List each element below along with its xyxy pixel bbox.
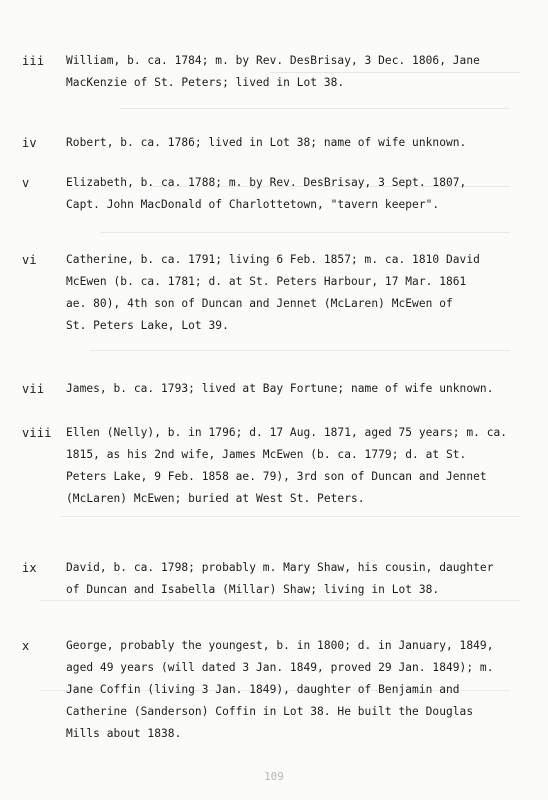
bleed-through-mark: [120, 108, 510, 119]
entry-line: of Duncan and Isabella (Millar) Shaw; living in Lot 38.: [66, 583, 440, 596]
entry-text: [66, 50, 536, 94]
entry-numeral: ix: [22, 561, 37, 575]
bleed-through-mark: [40, 600, 520, 611]
entry-line: George, probably the youngest, b. in 1800; d. in January, 1849,: [66, 639, 494, 652]
entry-line: Capt. John MacDonald of Charlottetown, "tavern keeper".: [66, 198, 440, 211]
entry-numeral: iii: [22, 54, 45, 68]
entry-text: [66, 378, 536, 400]
entry-line: Elizabeth, b. ca. 1788; m. by Rev. DesBrisay, 3 Sept. 1807,: [66, 176, 467, 189]
entry-line: Mills about 1838.: [66, 727, 182, 740]
entry-line: McEwen (b. ca. 1781; d. at St. Peters Harbour, 17 Mar. 1861: [66, 275, 467, 288]
entry-line: William, b. ca. 1784; m. by Rev. DesBrisay, 3 Dec. 1806, Jane: [66, 54, 480, 67]
entry-line: Peters Lake, 9 Feb. 1858 ae. 79), 3rd son of Duncan and Jennet: [66, 470, 487, 483]
bleed-through-mark: [90, 350, 510, 361]
page-number: 109: [264, 770, 284, 783]
entry-line: Robert, b. ca. 1786; lived in Lot 38; name of wife unknown.: [66, 136, 467, 149]
entry-line: ae. 80), 4th son of Duncan and Jennet (McLaren) McEwen of: [66, 297, 453, 310]
entry-line: Ellen (Nelly), b. in 1796; d. 17 Aug. 1871, aged 75 years; m. ca.: [66, 426, 508, 439]
entry-text: [66, 249, 536, 337]
entry-line: Catherine (Sanderson) Coffin in Lot 38. He built the Douglas: [66, 705, 474, 718]
entry-line: St. Peters Lake, Lot 39.: [66, 319, 229, 332]
entry-text: [66, 132, 536, 154]
entry-text: [66, 635, 536, 745]
bleed-through-mark: [100, 232, 510, 243]
entry-line: David, b. ca. 1798; probably m. Mary Shaw, his cousin, daughter: [66, 561, 494, 574]
entry-numeral: x: [22, 639, 30, 653]
entry-line: aged 49 years (will dated 3 Jan. 1849, proved 29 Jan. 1849); m.: [66, 661, 494, 674]
entry-line: 1815, as his 2nd wife, James McEwen (b. ca. 1779; d. at St.: [66, 448, 467, 461]
entry-numeral: vi: [22, 253, 37, 267]
entry-numeral: viii: [22, 426, 52, 440]
bleed-through-mark: [60, 516, 520, 527]
entry-text: [66, 172, 536, 216]
entry-numeral: v: [22, 176, 30, 190]
entry-numeral: vii: [22, 382, 45, 396]
entry-line: James, b. ca. 1793; lived at Bay Fortune; name of wife unknown.: [66, 382, 494, 395]
entry-numeral: iv: [22, 136, 37, 150]
entry-line: Jane Coffin (living 3 Jan. 1849), daughter of Benjamin and: [66, 683, 460, 696]
entry-line: Catherine, b. ca. 1791; living 6 Feb. 1857; m. ca. 1810 David: [66, 253, 480, 266]
entry-text: [66, 557, 536, 601]
entry-text: [66, 422, 536, 510]
entry-line: MacKenzie of St. Peters; lived in Lot 38.: [66, 76, 345, 89]
entry-line: (McLaren) McEwen; buried at West St. Peters.: [66, 492, 365, 505]
